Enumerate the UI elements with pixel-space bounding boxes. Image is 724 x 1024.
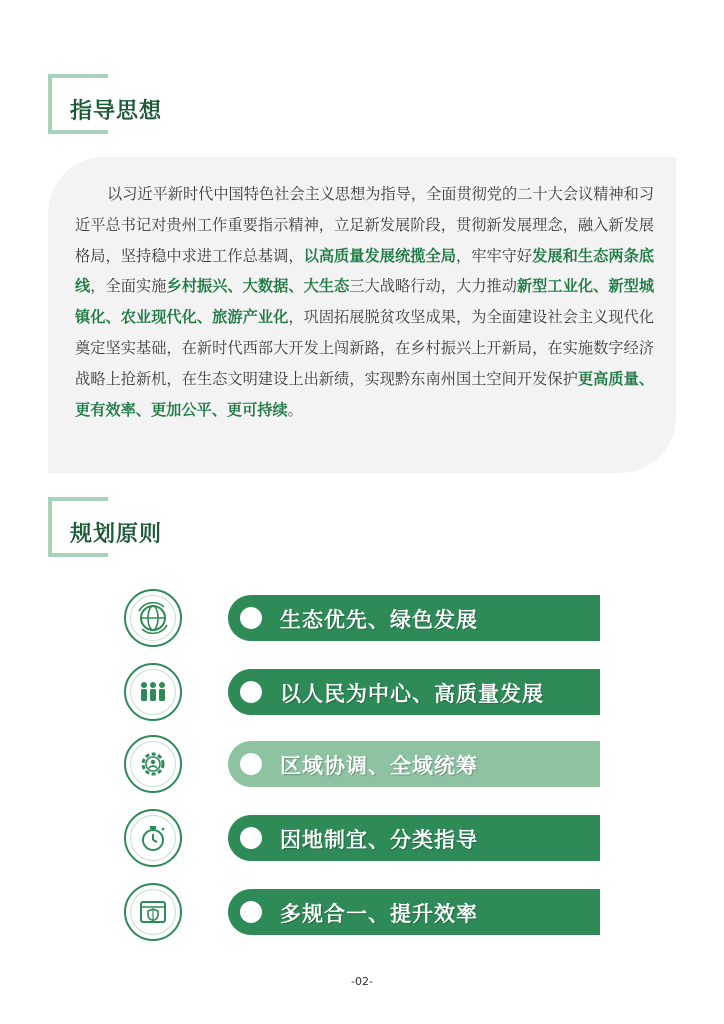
principle-item-people	[124, 663, 604, 725]
text-segment: 。	[287, 400, 303, 419]
principle-label: 因地制宜、分类指导	[280, 828, 478, 852]
stopwatch-icon	[130, 815, 176, 861]
bullet-dot	[240, 681, 262, 703]
people-icon	[130, 669, 176, 715]
text-segment: 以习近平新时代中国特色社会主义思想为指导，全面贯彻党的二十大会议精神和习近平总书记对贵州工作重要指示精神，立足新发展阶段，贯彻新发展理念，融入新发展格局，坚持稳中求进工作总基调，	[75, 185, 654, 265]
principle-icon-frame	[124, 663, 182, 721]
heading-bracket-bottom	[48, 130, 108, 134]
section-heading-principles	[48, 497, 348, 561]
principle-item-regional	[124, 735, 604, 797]
principle-icon-frame	[124, 589, 182, 647]
highlight-segment: 更高质量、更有效率、更加公平、更可持续	[75, 369, 655, 419]
highlight-segment: 以高质量发展统揽全局	[303, 246, 456, 265]
page-number: -02-	[351, 975, 373, 988]
highlight-segment: 乡村振兴、大数据、大生态	[166, 277, 350, 296]
bullet-dot	[240, 753, 262, 775]
text-segment: ，牢牢守好	[455, 246, 533, 265]
heading-bracket-bottom	[48, 553, 108, 557]
principle-item-integration	[124, 883, 604, 945]
gear-person-icon	[130, 741, 176, 787]
principle-bar	[228, 815, 600, 861]
text-segment: ，巩固拓展脱贫攻坚成果，为全面建设社会主义现代化奠定坚实基础，在新时代西部大开发上闯新路，在乡村振兴上开新局，在实施数字经济战略上抢新机，在生态文明建设上出新绩，实现黔东南州国土空间开发保护	[75, 308, 655, 388]
guiding-thought-paragraph	[75, 179, 654, 425]
text-segment: 三大战略行动，大力推动	[349, 277, 517, 296]
principle-bar	[228, 669, 600, 715]
principle-icon-frame	[124, 809, 182, 867]
section-title-guiding: 指导思想	[70, 94, 166, 125]
principle-label: 多规合一、提升效率	[280, 902, 478, 926]
globe-icon	[130, 595, 176, 641]
guiding-thought-box	[48, 157, 676, 473]
highlight-segment: 发展和生态两条底线	[75, 246, 655, 296]
principle-bar	[228, 889, 600, 935]
principle-icon-frame	[124, 735, 182, 793]
principle-bar	[228, 741, 600, 787]
principle-item-local	[124, 809, 604, 871]
section-title-principles: 规划原则	[70, 517, 166, 548]
bullet-dot	[240, 827, 262, 849]
principle-label: 以人民为中心、高质量发展	[280, 682, 544, 706]
bullet-dot	[240, 901, 262, 923]
section-heading-guiding	[48, 74, 348, 138]
principle-bar	[228, 595, 600, 641]
bullet-dot	[240, 607, 262, 629]
principle-item-ecology	[124, 589, 604, 651]
principle-label: 生态优先、绿色发展	[280, 608, 478, 632]
highlight-segment: 新型工业化、新型城镇化、农业现代化、旅游产业化	[75, 277, 655, 327]
shield-window-icon	[130, 889, 176, 935]
principle-label: 区域协调、全域统筹	[280, 754, 478, 778]
principle-icon-frame	[124, 883, 182, 941]
text-segment: ，全面实施	[90, 277, 167, 296]
